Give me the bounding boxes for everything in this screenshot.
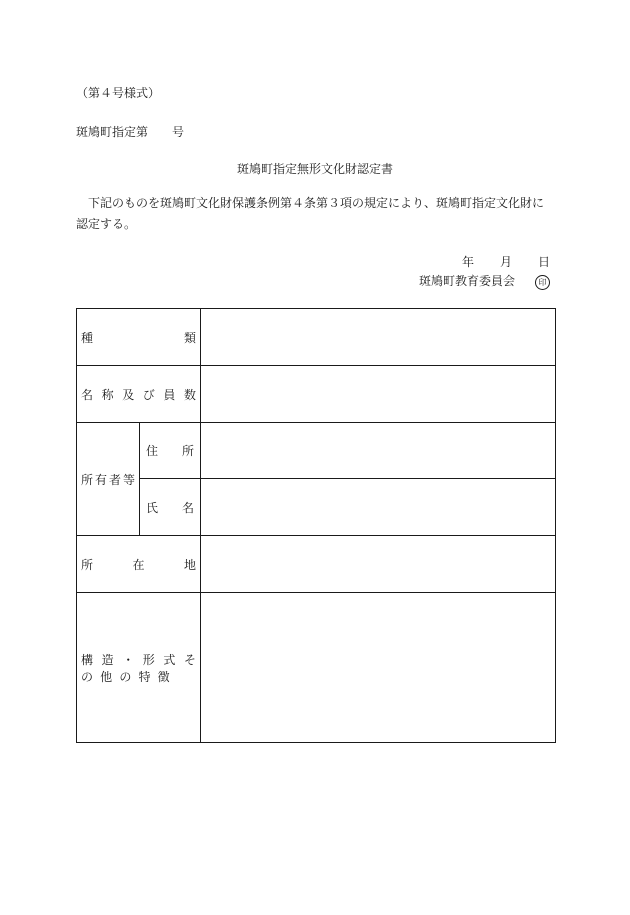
owner-label-cell (77, 423, 140, 536)
address-label (140, 442, 200, 459)
date-line (462, 253, 550, 270)
location-label-cell (77, 536, 201, 593)
label-char: 名 (81, 387, 94, 402)
kind-label-cell (77, 309, 201, 366)
form-number: （第４号様式） (76, 86, 161, 100)
kind-label (77, 329, 200, 346)
label-char: 称 (101, 387, 114, 402)
label-char: 員 (163, 387, 176, 402)
label-char: そ (183, 652, 196, 667)
label-char: 数 (183, 387, 196, 402)
label-char: 他 (100, 669, 113, 684)
label-char: の (119, 669, 132, 684)
label-char: 構 (81, 652, 94, 667)
features-label-line2 (77, 668, 200, 685)
date-year: 年 (461, 255, 474, 269)
location-label (77, 556, 200, 573)
date-month: 月 (499, 255, 512, 269)
name-count-label-cell (77, 366, 201, 423)
label-char: 式 (163, 652, 176, 667)
label-char: 徴 (157, 669, 170, 684)
label-char: の (81, 669, 94, 684)
label-char: 所 (81, 472, 94, 487)
issuer-line (419, 272, 550, 290)
label-char: 在 (132, 557, 145, 572)
location-value-cell[interactable] (201, 536, 556, 593)
label-char: 所 (81, 557, 94, 572)
designation-number: 斑鳩町指定第 号 (76, 125, 185, 139)
features-label-line1 (77, 651, 200, 668)
label-char: 者 (108, 472, 121, 487)
issuer-name: 斑鳩町教育委員会 (418, 274, 515, 288)
label-char: 類 (183, 330, 196, 345)
label-char: 種 (81, 330, 94, 345)
body-text: 下記のものを斑鳩町文化財保護条例第４条第３項の規定により、斑鳩町指定文化財に認定する。 (76, 196, 545, 231)
kind-value-cell[interactable] (201, 309, 556, 366)
label-char: 有 (94, 472, 107, 487)
certificate-table (76, 308, 556, 743)
label-char: 特 (138, 669, 151, 684)
document-title: 斑鳩町指定無形文化財認定書 (236, 162, 393, 176)
label-char: 所 (181, 444, 194, 458)
person-name-label-cell (140, 479, 201, 536)
date-day: 日 (537, 255, 550, 269)
label-char: 名 (181, 500, 194, 515)
seal-icon: 印 (535, 275, 550, 290)
label-char: 地 (183, 557, 196, 572)
person-name-value-cell[interactable] (201, 479, 556, 536)
label-char: 及 (122, 387, 135, 402)
label-char: 氏 (146, 500, 159, 515)
label-char: 等 (122, 472, 135, 487)
address-value-cell[interactable] (201, 423, 556, 479)
address-label-cell (140, 423, 201, 479)
owner-label (77, 471, 139, 488)
label-char: び (142, 387, 155, 402)
label-char: 造 (101, 652, 114, 667)
features-value-cell[interactable] (201, 593, 556, 743)
label-char: 形 (142, 652, 155, 667)
features-label-cell (77, 593, 201, 743)
name-count-label (77, 386, 200, 403)
label-char: 住 (146, 444, 159, 458)
name-count-value-cell[interactable] (201, 366, 556, 423)
label-char: ・ (122, 652, 135, 667)
person-name-label (140, 499, 200, 516)
